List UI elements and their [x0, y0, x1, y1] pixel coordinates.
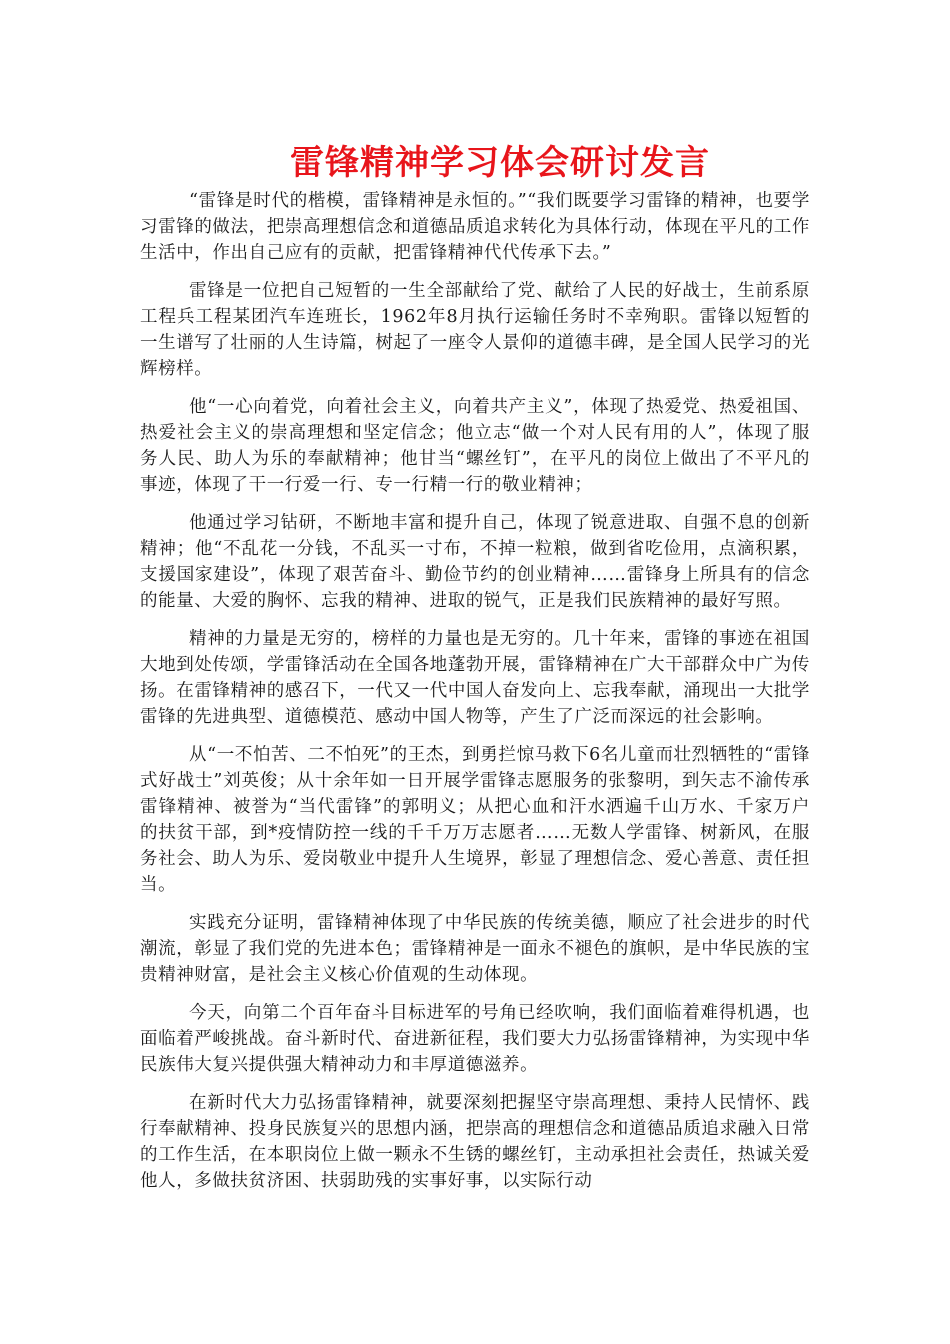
document-title: 雷锋精神学习体会研讨发言 [290, 143, 710, 183]
paragraph-3: 他“一心向着党，向着社会主义，向着共产主义”，体现了热爱党、热爱祖国、热爱社会主义的崇高理想和坚定信念；他立志“做一个对人民有用的人”，体现了服务人民、助人为乐的奉献精神；他甘当“螺丝钉”，在平凡的岗位上做出了不平凡的事迹，体现了干一行爱一行、专一行精一行的敬业精神； [140, 397, 810, 495]
paragraph-5: 精神的力量是无穷的，榜样的力量也是无穷的。几十年来，雷锋的事迹在祖国大地到处传颂，学雷锋活动在全国各地蓬勃开展，雷锋精神在广大干部群众中广为传扬。在雷锋精神的感召下，一代又一代中国人奋发向上、忘我奉献，涌现出一大批学雷锋的先进典型、道德模范、感动中国人物等，产生了广泛而深远的社会影响。 [140, 629, 810, 727]
document-body [140, 188, 810, 1206]
paragraph-1: “雷锋是时代的楷模，雷锋精神是永恒的。”“我们既要学习雷锋的精神，也要学习雷锋的做法，把崇高理想信念和道德品质追求转化为具体行动，体现在平凡的工作生活中，作出自己应有的贡献，把雷锋精神代代传承下去。” [140, 191, 810, 263]
paragraph-8: 今天，向第二个百年奋斗目标进军的号角已经吹响，我们面临着难得机遇，也面临着严峻挑战。奋斗新时代、奋进新征程，我们要大力弘扬雷锋精神，为实现中华民族伟大复兴提供强大精神动力和丰厚道德滋养。 [140, 1003, 810, 1075]
paragraph-7: 实践充分证明，雷锋精神体现了中华民族的传统美德，顺应了社会进步的时代潮流，彰显了我们党的先进本色；雷锋精神是一面永不褪色的旗帜，是中华民族的宝贵精神财富，是社会主义核心价值观的生动体现。 [140, 913, 810, 985]
paragraph-4: 他通过学习钻研，不断地丰富和提升自己，体现了锐意进取、自强不息的创新精神；他“不乱花一分钱，不乱买一寸布，不掉一粒粮，做到省吃俭用，点滴积累，支援国家建设”，体现了艰苦奋斗、勤俭节约的创业精神……雷锋身上所具有的信念的能量、大爱的胸怀、忘我的精神、进取的锐气，正是我们民族精神的最好写照。 [140, 513, 810, 611]
paragraph-6: 从“一不怕苦、二不怕死”的王杰，到勇拦惊马救下6名儿童而壮烈牺牲的“雷锋式好战士”刘英俊；从十余年如一日开展学雷锋志愿服务的张黎明，到矢志不渝传承雷锋精神、被誉为“当代雷锋”的郭明义；从把心血和汗水洒遍千山万水、千家万户的扶贫干部，到*疫情防控一线的千千万万志愿者……无数人学雷锋、树新风，在服务社会、助人为乐、爱岗敬业中提升人生境界，彰显了理想信念、爱心善意、责任担当。 [140, 745, 810, 895]
paragraph-9: 在新时代大力弘扬雷锋精神，就要深刻把握坚守崇高理想、秉持人民情怀、践行奉献精神、投身民族复兴的思想内涵，把崇高的理想信念和道德品质追求融入日常的工作生活，在本职岗位上做一颗永不生锈的螺丝钉，主动承担社会责任，热诚关爱他人，多做扶贫济困、扶弱助残的实事好事，以实际行动 [140, 1093, 810, 1191]
paragraph-2: 雷锋是一位把自己短暂的一生全部献给了党、献给了人民的好战士，生前系原工程兵工程某团汽车连班长，1962年8月执行运输任务时不幸殉职。雷锋以短暂的一生谱写了壮丽的人生诗篇，树起了一座令人景仰的道德丰碑，是全国人民学习的光辉榜样。 [140, 281, 810, 379]
